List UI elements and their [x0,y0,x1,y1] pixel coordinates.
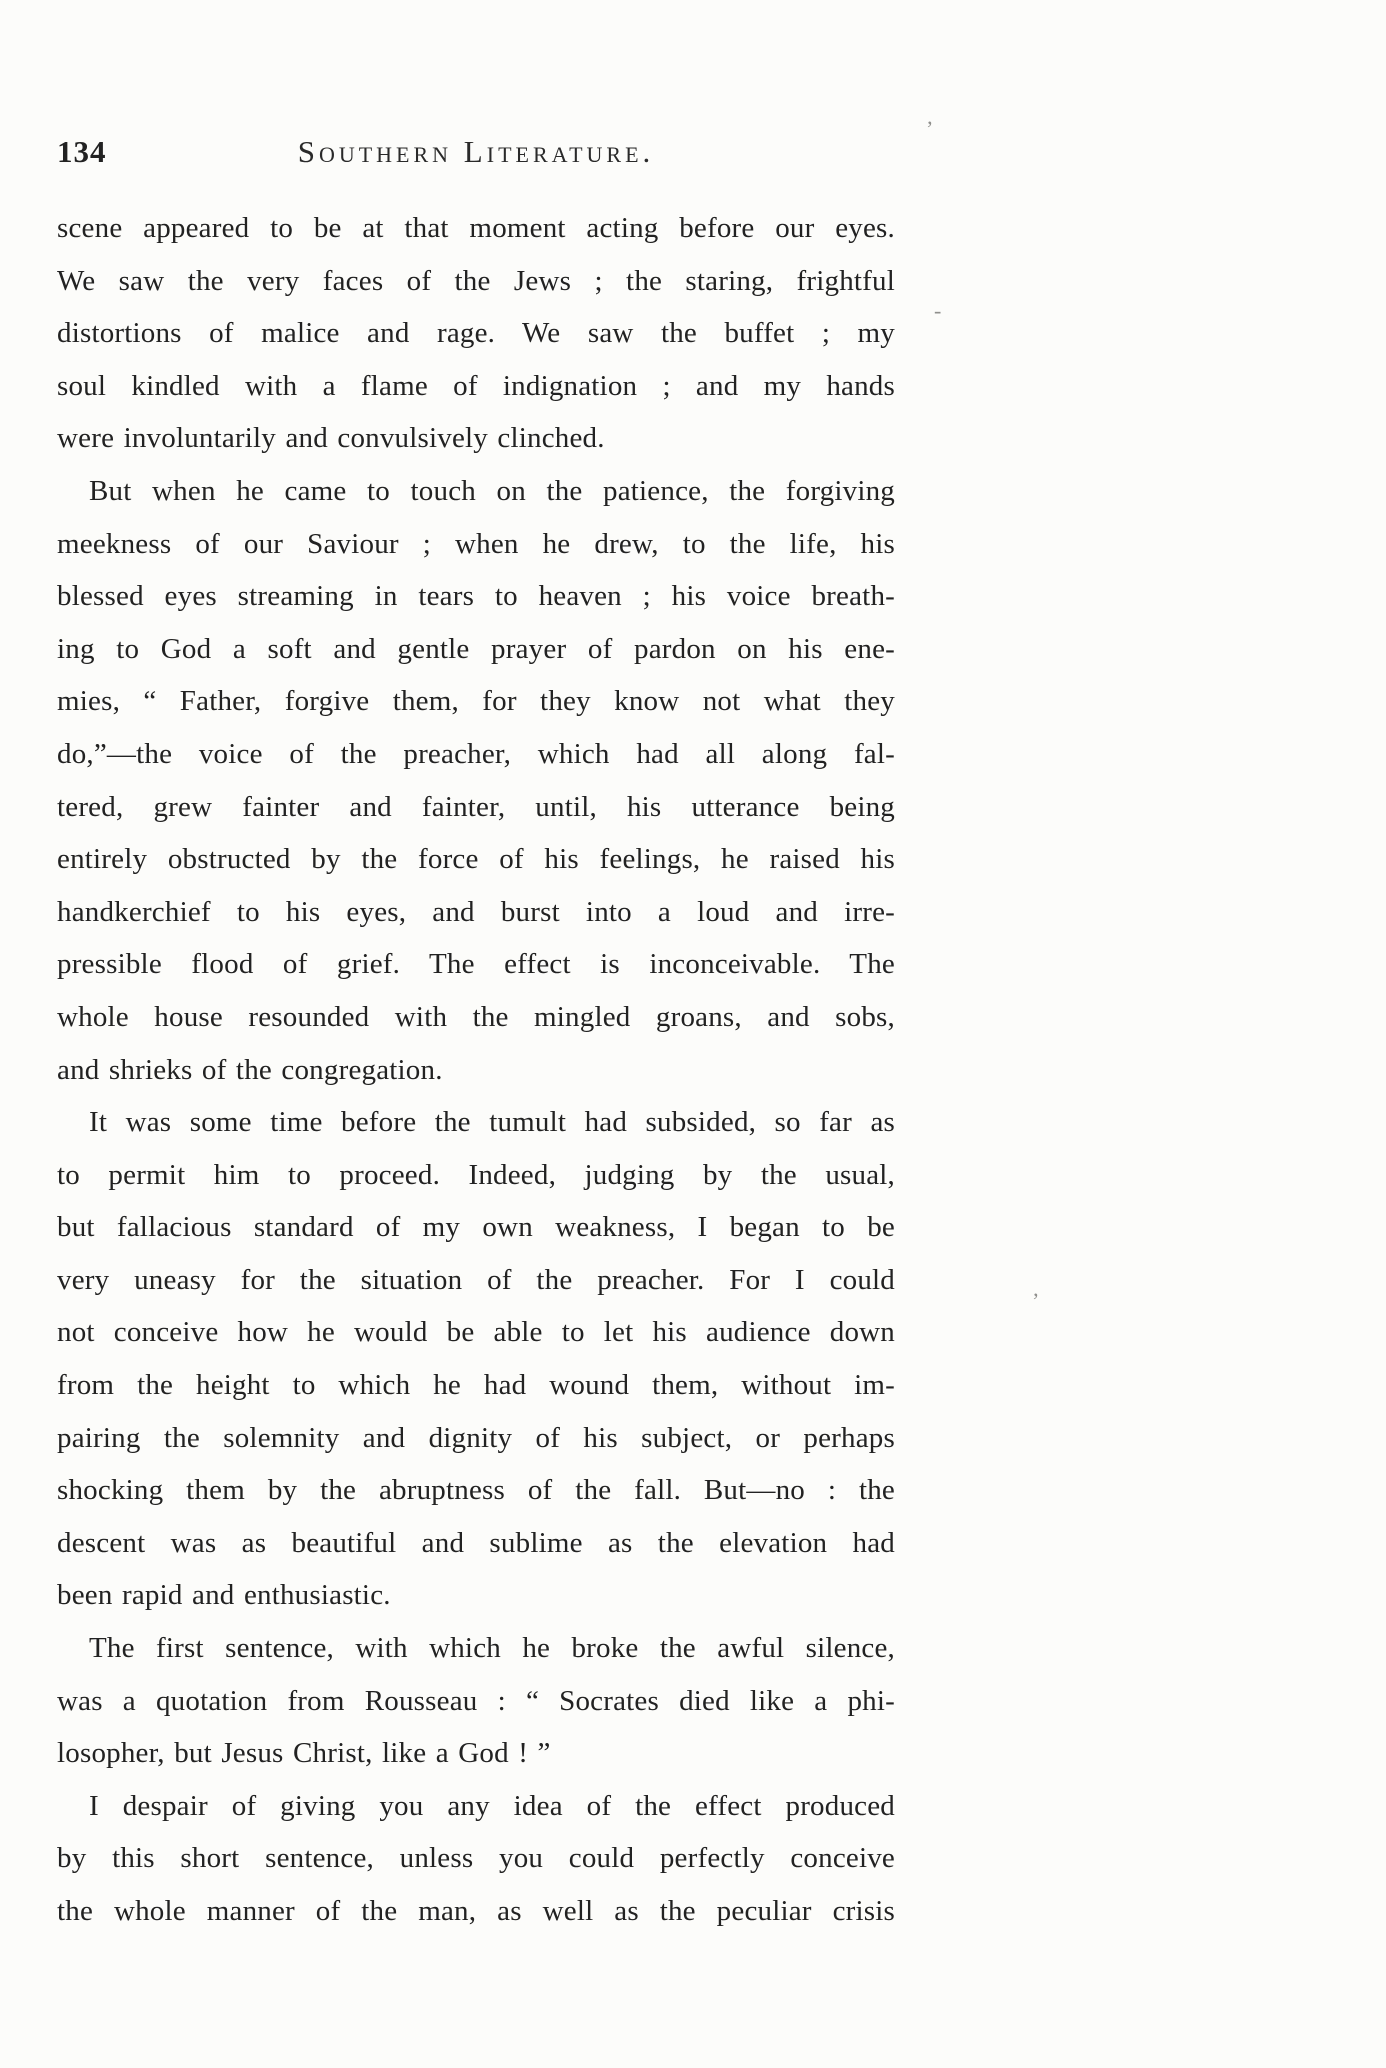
paragraph [57,1622,895,1780]
text-line: the whole manner of the man, as well as the peculiar crisis [57,1895,895,1927]
paragraph [57,1096,895,1622]
text-line: distortions of malice and rage. We saw the buffet ; my [57,317,895,350]
running-head: Southern Literature. [297,134,655,169]
text-line: were involuntarily and convulsively clinched. [57,422,605,455]
text-line: pairing the solemnity and dignity of his subject, or perhaps [57,1421,895,1454]
text-line: by this short sentence, unless you could perfectly conceive [57,1842,895,1875]
text-line: been rapid and enthusiastic. [57,1579,391,1612]
page-number: 134 [57,134,107,169]
text-line: meekness of our Saviour ; when he drew, to the life, his [57,527,895,560]
text-line: ing to God a soft and gentle prayer of pardon on his ene- [57,632,895,665]
text-line: and shrieks of the congregation. [57,1053,443,1086]
text-line: We saw the very faces of the Jews ; the staring, frightful [57,264,895,297]
text-line: descent was as beautiful and sublime as the elevation had [57,1526,895,1559]
text-line: very uneasy for the situation of the preacher. For I could [57,1263,895,1296]
text-line: from the height to which he had wound them, without im- [57,1369,895,1402]
text-line: was a quotation from Rousseau : “ Socrates died like a phi- [57,1684,895,1717]
paragraph [57,465,895,1096]
page-header [57,134,895,174]
text-line: I despair of giving you any idea of the effect produced [89,1789,895,1822]
paragraph [57,1780,895,1938]
text-line: not conceive how he would be able to let his audience down [57,1316,895,1349]
text-line: to permit him to proceed. Indeed, judging by the usual, [57,1158,895,1191]
text-line: It was some time before the tumult had subsided, so far as [89,1106,895,1139]
text-line: pressible flood of grief. The effect is inconceivable. The [57,948,895,981]
paragraph [57,202,895,465]
scan-speck: - [934,298,942,323]
text-line: blessed eyes streaming in tears to heaven ; his voice breath- [57,580,895,613]
text-line: entirely obstructed by the force of his feelings, he raised his [57,843,895,876]
text-line: mies, “ Father, forgive them, for they know not what they [57,685,895,718]
text-line: The first sentence, with which he broke the awful silence, [89,1632,895,1665]
text-line: soul kindled with a flame of indignation ; and my hands [57,369,895,402]
text-line: tered, grew fainter and fainter, until, his utterance being [57,790,895,823]
text-line: shocking them by the abruptness of the fall. But—no : the [57,1474,895,1507]
text-line: handkerchief to his eyes, and burst into a loud and irre- [57,895,895,928]
text-line: whole house resounded with the mingled groans, and sobs, [57,1000,895,1033]
scan-speck: ’ [1032,1288,1040,1313]
text-line: losopher, but Jesus Christ, like a God ! ” [57,1737,551,1770]
text-line: but fallacious standard of my own weakness, I began to be [57,1211,895,1244]
scan-speck: ’ [926,116,934,141]
text-line: But when he came to touch on the patience, the forgiving [89,474,895,507]
text-line: do,”—the voice of the preacher, which had all along fal- [57,737,895,770]
text-line: scene appeared to be at that moment acting before our eyes. [57,212,895,244]
text-block [57,202,895,1938]
